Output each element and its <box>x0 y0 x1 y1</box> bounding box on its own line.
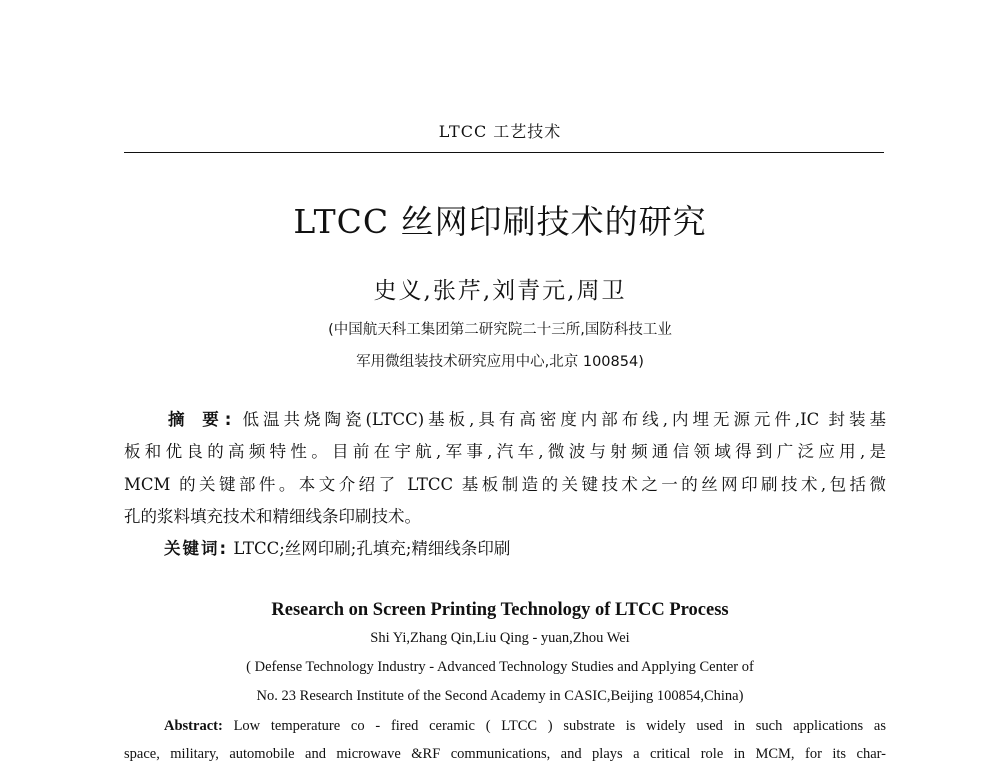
paper-title: LTCC 丝网印刷技术的研究 <box>293 202 707 241</box>
english-abstract-text-1: Low temperature co - fired ceramic ( LTCC ) substrate is widely used in such applications as <box>233 718 886 734</box>
author-list: 史义,张芹,刘青元,周卫 <box>373 278 627 304</box>
affiliation-line-1: (中国航天科工集团第二研究院二十三所,国防科技工业 <box>328 322 672 338</box>
abstract-cn-label: 摘 要: <box>164 410 234 429</box>
english-affiliation-line-1: ( Defense Technology Industry - Advanced Technology Studies and Applying Center of <box>246 659 754 675</box>
keywords-cn-label: 关键词: <box>164 539 229 558</box>
abstract-cn-line-4: 孔的浆料填充技术和精细线条印刷技术。 <box>124 507 421 526</box>
abstract-cn-text-1: 低温共烧陶瓷(LTCC)基板,具有高密度内部布线,内埋无源元件,IC 封装基 <box>242 410 886 429</box>
english-title: Research on Screen Printing Technology of LTCC Process <box>271 600 729 620</box>
abstract-cn-line-1 <box>124 409 886 431</box>
affiliation-line-2: 军用微组装技术研究应用中心,北京 100854) <box>356 354 644 370</box>
english-abstract-line-1 <box>124 717 886 735</box>
english-affiliation-line-2: No. 23 Research Institute of the Second Academy in CASIC,Beijing 100854,China) <box>256 688 744 704</box>
english-abstract-line-2: space, military, automobile and microwave &RF communications, and plays a critical role in MCM, for its char- <box>124 746 886 762</box>
english-abstract-label: Abstract: <box>164 718 223 734</box>
keywords-cn <box>124 538 886 560</box>
abstract-cn-line-2: 板和优良的高频特性。目前在宇航,军事,汽车,微波与射频通信领域得到广泛应用,是 <box>124 442 886 461</box>
abstract-cn-line-3: MCM 的关键部件。本文介绍了 LTCC 基板制造的关键技术之一的丝网印刷技术,包括微 <box>124 475 886 494</box>
keywords-cn-text: LTCC;丝网印刷;孔填充;精细线条印刷 <box>233 539 511 558</box>
running-head: LTCC 工艺技术 <box>438 122 562 141</box>
header-rule <box>124 152 884 153</box>
english-authors: Shi Yi,Zhang Qin,Liu Qing - yuan,Zhou Wei <box>370 630 630 646</box>
